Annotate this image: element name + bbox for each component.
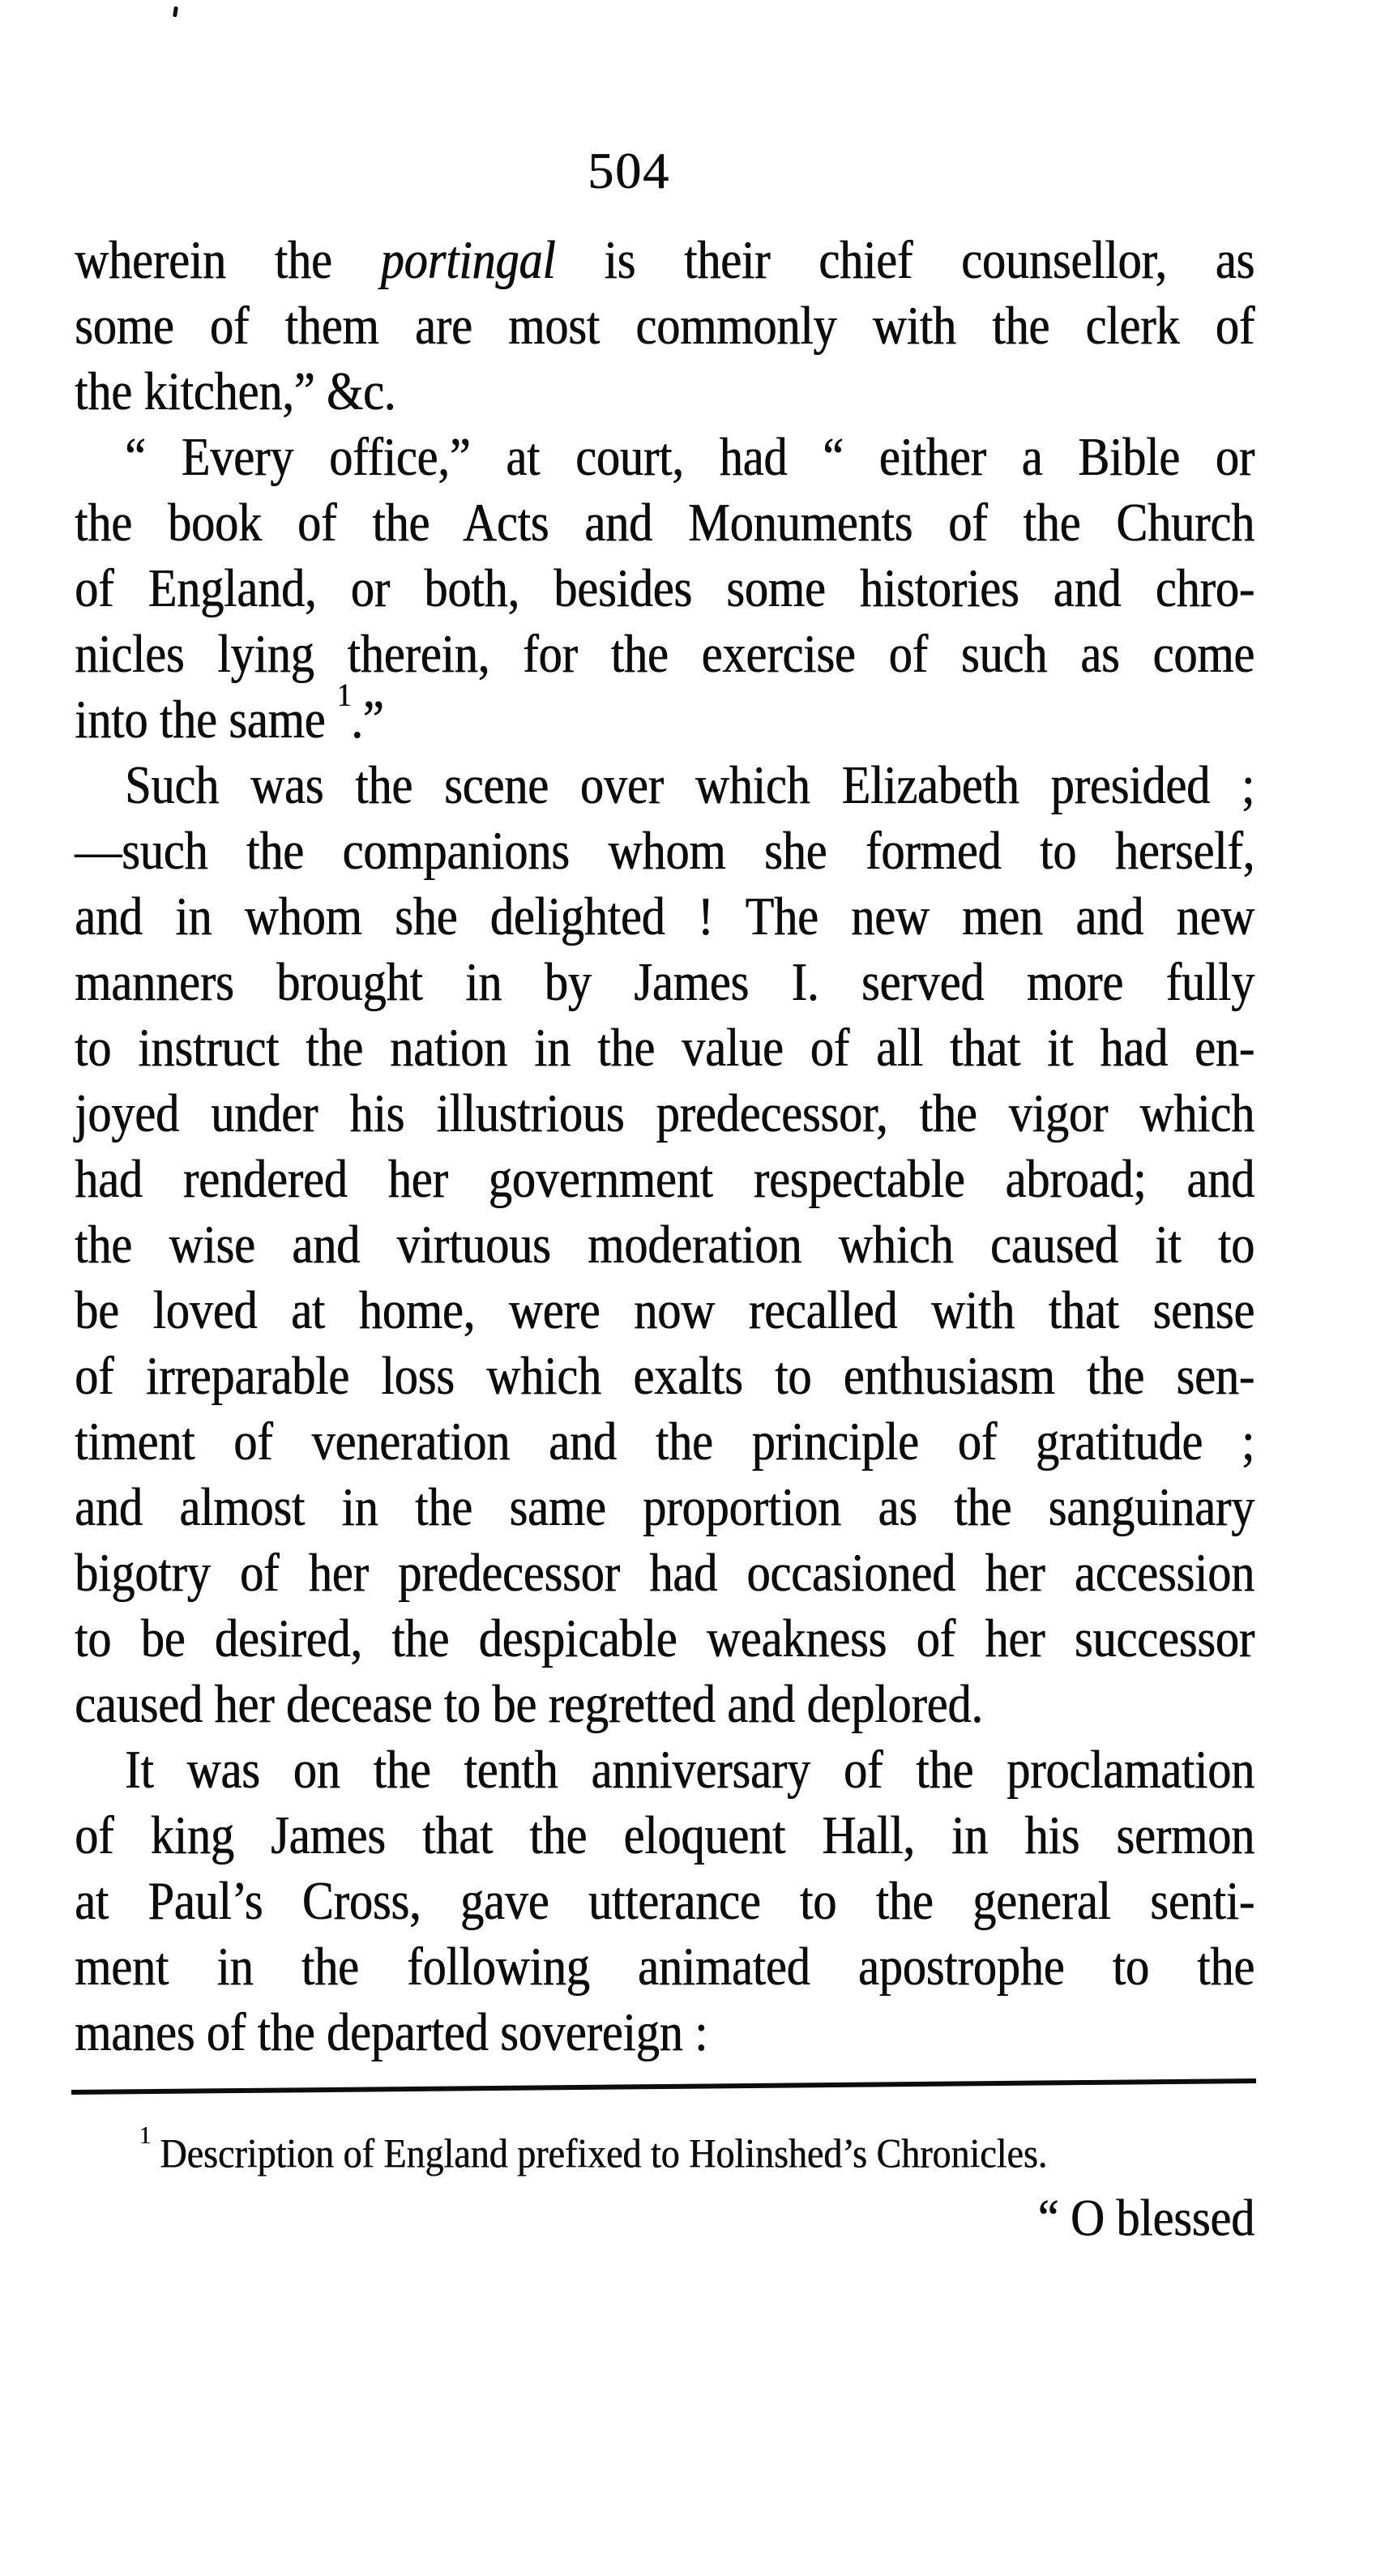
text-run: “ Every office,” at court, had “ either a Bible or xyxy=(125,426,1254,487)
text-line xyxy=(75,1732,1254,1807)
text-run: and in whom she delighted ! The new men and new xyxy=(75,886,1254,946)
text-run: ment in the following animated apostrophe to the xyxy=(75,1936,1254,1997)
text-run: the book of the Acts and Monuments of the Church xyxy=(75,492,1254,553)
text-run: the wise and virtuous moderation which caused it to xyxy=(75,1214,1254,1275)
footnote-rule xyxy=(71,2078,1256,2095)
text-line xyxy=(75,1929,1254,2004)
page-number: 504 xyxy=(588,142,670,199)
text-line xyxy=(75,813,1254,888)
text-line xyxy=(75,1141,1254,1216)
text-run: joyed under his illustrious predecessor, the vigor which xyxy=(75,1083,1254,1143)
text-line xyxy=(75,1403,1254,1479)
text-run: of king James that the eloquent Hall, in his sermon xyxy=(75,1805,1254,1865)
text-line xyxy=(75,1469,1254,1544)
text-run: .” xyxy=(351,689,384,750)
text-line xyxy=(75,1600,1254,1676)
text-run: It was on the tenth anniversary of the proclamation xyxy=(125,1739,1254,1800)
text-line xyxy=(75,1272,1254,1348)
text-run: the kitchen,” &c. xyxy=(75,361,396,421)
italic-run: portingal xyxy=(380,229,556,290)
text-line xyxy=(75,222,1254,297)
text-run: be loved at home, were now recalled with that sense xyxy=(75,1279,1254,1340)
ink-speck xyxy=(173,6,178,18)
footnote-marker: 1 xyxy=(139,2121,151,2149)
text-line xyxy=(75,1207,1254,1282)
body-text xyxy=(75,227,1254,2065)
text-run: is their chief counsellor, as xyxy=(555,229,1254,290)
text-line xyxy=(75,878,1254,954)
text-run: Such was the scene over which Elizabeth presided ; xyxy=(125,754,1254,815)
text-line xyxy=(75,1535,1254,1610)
footnote-ref: 1 xyxy=(336,677,352,714)
text-line xyxy=(75,485,1254,560)
catchword: “ O blessed xyxy=(1037,2188,1254,2247)
text-run: bigotry of her predecessor had occasioned her accession xyxy=(75,1542,1254,1603)
text-line xyxy=(75,419,1254,494)
text-line xyxy=(75,1338,1254,1413)
text-line xyxy=(75,677,1254,757)
text-run: caused her decease to be regretted and deplored. xyxy=(75,1673,983,1734)
text-run: nicles lying therein, for the exercise of such as come xyxy=(75,623,1254,684)
text-run: some of them are most commonly with the clerk of xyxy=(75,295,1254,356)
text-line xyxy=(75,747,1254,822)
text-run: of England, or both, besides some histories and chro- xyxy=(75,557,1254,618)
text-run: to be desired, the despicable weakness of her successor xyxy=(75,1608,1254,1668)
text-run: timent of veneration and the principle of gratitude ; xyxy=(75,1411,1254,1472)
text-line xyxy=(75,616,1254,691)
text-line xyxy=(75,1863,1254,1938)
text-line xyxy=(75,944,1254,1019)
text-run: had rendered her government respectable abroad; and xyxy=(75,1148,1254,1209)
text-run: manners brought in by James I. served more fully xyxy=(75,951,1254,1012)
footnote-text: Description of England prefixed to Holinshed’s Chronicles. xyxy=(150,2130,1048,2177)
text-run: at Paul’s Cross, gave utterance to the general senti- xyxy=(75,1870,1254,1931)
text-run: —such the companions whom she formed to herself, xyxy=(75,820,1254,881)
text-line xyxy=(75,550,1254,626)
text-run: of irreparable loss which exalts to enthusiasm the sen- xyxy=(75,1345,1254,1406)
text-run: manes of the departed sovereign : xyxy=(75,2001,708,2062)
text-line xyxy=(75,1994,1254,2070)
text-run: into the same xyxy=(75,689,337,750)
text-line xyxy=(75,353,1254,429)
text-run: wherein the xyxy=(75,229,381,290)
text-run: and almost in the same proportion as the sanguinary xyxy=(75,1476,1254,1537)
text-run: to instruct the nation in the value of all that it had en- xyxy=(75,1017,1254,1078)
text-line xyxy=(75,1797,1254,1873)
text-line xyxy=(75,1666,1254,1741)
text-line xyxy=(75,1010,1254,1085)
text-line xyxy=(75,288,1254,363)
footnote xyxy=(139,2121,1258,2181)
text-line xyxy=(75,1075,1254,1151)
